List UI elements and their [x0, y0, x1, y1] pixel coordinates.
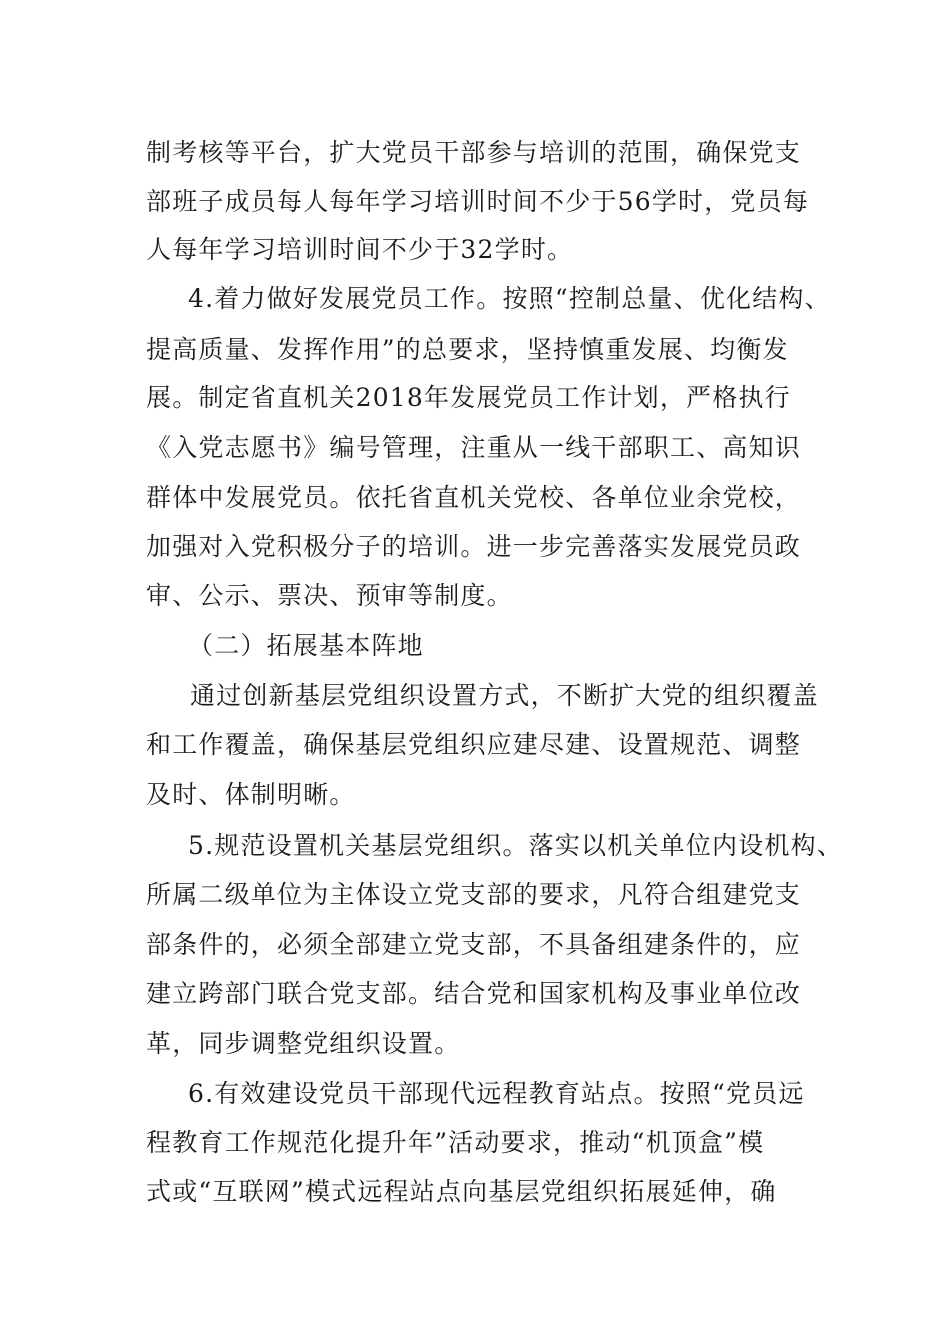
body-text-line: 和工作覆盖，确保基层党组织应建尽建、设置规范、调整 — [146, 730, 802, 759]
body-text-line: 部条件的，必须全部建立党支部，不具备组建条件的，应 — [146, 930, 802, 959]
body-text-line: 所属二级单位为主体设立党支部的要求，凡符合组建党支 — [146, 880, 802, 909]
body-text-line: 通过创新基层党组织设置方式，不断扩大党的组织覆盖 — [190, 681, 819, 710]
body-text-line: 程教育工作规范化提升年”活动要求，推动“机顶盒”模 — [146, 1128, 765, 1157]
body-text-line: 《入党志愿书》编号管理，注重从一线干部职工、高知识 — [146, 433, 802, 462]
body-text-line: 式或“互联网”模式远程站点向基层党组织拓展延伸，确 — [146, 1177, 777, 1206]
body-text-line: 及时、体制明晰。 — [146, 780, 356, 809]
body-text-line: 部班子成员每人每年学习培训时间不少于56学时，党员每 — [146, 187, 810, 216]
body-text-line: 制考核等平台，扩大党员干部参与培训的范围，确保党支 — [146, 138, 802, 167]
section-5-heading-line: 5.规范设置机关基层党组织。落实以机关单位内设机构、 — [188, 831, 844, 860]
body-text-line: 群体中发展党员。依托省直机关党校、各单位业余党校， — [146, 483, 802, 512]
section-4-heading-line: 4.着力做好发展党员工作。按照“控制总量、优化结构、 — [188, 284, 831, 313]
body-text-line: 审、公示、票决、预审等制度。 — [146, 581, 513, 610]
subsection-heading: （二）拓展基本阵地 — [188, 631, 424, 660]
body-text-line: 革，同步调整党组织设置。 — [146, 1029, 461, 1058]
body-text-line: 展。制定省直机关2018年发展党员工作计划，严格执行 — [146, 383, 791, 412]
body-text-line: 人每年学习培训时间不少于32学时。 — [146, 235, 574, 264]
body-text-line: 提高质量、发挥作用”的总要求，坚持慎重发展、均衡发 — [146, 335, 789, 364]
body-text-line: 加强对入党积极分子的培训。进一步完善落实发展党员政 — [146, 532, 802, 561]
body-text-line: 建立跨部门联合党支部。结合党和国家机构及事业单位改 — [146, 979, 802, 1008]
section-6-heading-line: 6.有效建设党员干部现代远程教育站点。按照“党员远 — [188, 1079, 805, 1108]
